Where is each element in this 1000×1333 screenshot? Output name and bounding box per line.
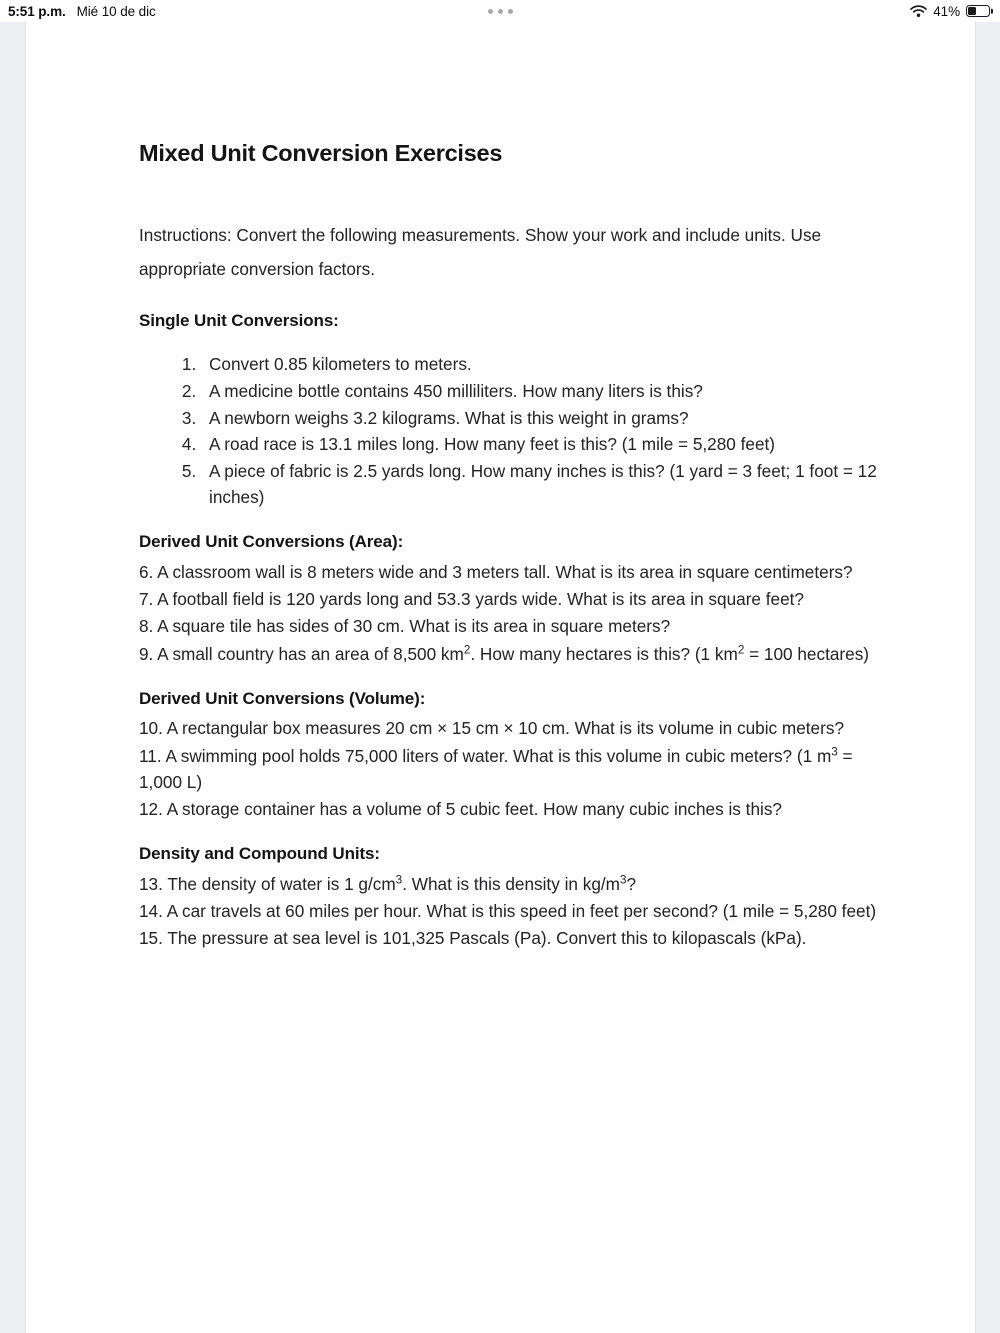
question-line: 9. A small country has an area of 8,500 $km^2$. How many hectares is this? (1 $km^2 = 100$ hectares) bbox=[139, 642, 870, 664]
question-line: 10. A rectangular box measures 20 cm × 15 cm × 10 cm. What is its volume in cubic meters? bbox=[139, 718, 844, 739]
question-line: 15. The pressure at sea level is 101,325 Pascals (Pa). Convert this to kilopascals (kPa). bbox=[139, 928, 807, 949]
battery-icon bbox=[966, 5, 990, 17]
question-line: 11. A swimming pool holds 75,000 liters of water. What is this volume in cubic meters? (1 $m^3 = 1,000$ L) bbox=[139, 744, 853, 792]
more-dots-icon bbox=[498, 9, 503, 14]
document-section bbox=[139, 686, 896, 823]
question-line: 7. A football field is 120 yards long and 53.3 yards wide. What is its area in square feet? bbox=[139, 588, 804, 609]
list-item: 2. A medicine bottle contains 450 milliliters. How many liters is this? bbox=[201, 378, 896, 404]
document-body bbox=[26, 22, 975, 952]
document-section bbox=[139, 841, 896, 951]
list-item: 5. A piece of fabric is 2.5 yards long. How many inches is this? (1 yard = 3 feet; 1 foot = 12 inches) bbox=[201, 458, 896, 510]
sections-container bbox=[139, 308, 896, 952]
section-heading: Single Unit Conversions: bbox=[139, 311, 339, 331]
section-heading: Derived Unit Conversions (Volume): bbox=[139, 688, 426, 708]
document-section bbox=[139, 529, 896, 667]
status-date: Mié 10 de dic bbox=[76, 3, 156, 19]
document-page bbox=[26, 22, 975, 1333]
battery-percent-label: 41% bbox=[933, 3, 960, 19]
more-dots-icon bbox=[488, 9, 493, 14]
section-heading: Density and Compound Units: bbox=[139, 844, 380, 864]
list-item: 4. A road race is 13.1 miles long. How many feet is this? (1 mile = 5,280 feet) bbox=[201, 431, 896, 457]
status-time: 5:51 p.m. bbox=[8, 3, 66, 19]
question-line: 8. A square tile has sides of 30 cm. What is its area in square meters? bbox=[139, 616, 671, 637]
question-line: 14. A car travels at 60 miles per hour. What is this speed in feet per second? (1 mile = 5,280 feet) bbox=[139, 901, 877, 922]
question-line: 12. A storage container has a volume of 5 cubic feet. How many cubic inches is this? bbox=[139, 799, 782, 820]
numbered-question-list bbox=[139, 351, 896, 510]
battery-fill bbox=[968, 7, 976, 14]
question-line: 6. A classroom wall is 8 meters wide and 3 meters tall. What is its area in square centimeters? bbox=[139, 561, 853, 582]
wifi-icon bbox=[910, 5, 927, 18]
status-bar-right bbox=[910, 4, 990, 19]
list-item: 1. Convert 0.85 kilometers to meters. bbox=[201, 351, 896, 377]
status-bar bbox=[0, 0, 1000, 22]
instructions-paragraph: Instructions: Convert the following measurements. Show your work and include units. Use appropriate conversion factors. bbox=[139, 225, 822, 280]
list-item: 3. A newborn weighs 3.2 kilograms. What is this weight in grams? bbox=[201, 405, 896, 431]
more-dots-icon bbox=[508, 9, 513, 14]
status-bar-left bbox=[8, 4, 156, 19]
document-section bbox=[139, 308, 896, 510]
question-line: 13. The density of water is 1 $g/cm^3$. What is this density in $kg/m^3$? bbox=[139, 873, 637, 894]
page-title: Mixed Unit Conversion Exercises bbox=[139, 140, 503, 166]
section-heading: Derived Unit Conversions (Area): bbox=[139, 532, 404, 552]
